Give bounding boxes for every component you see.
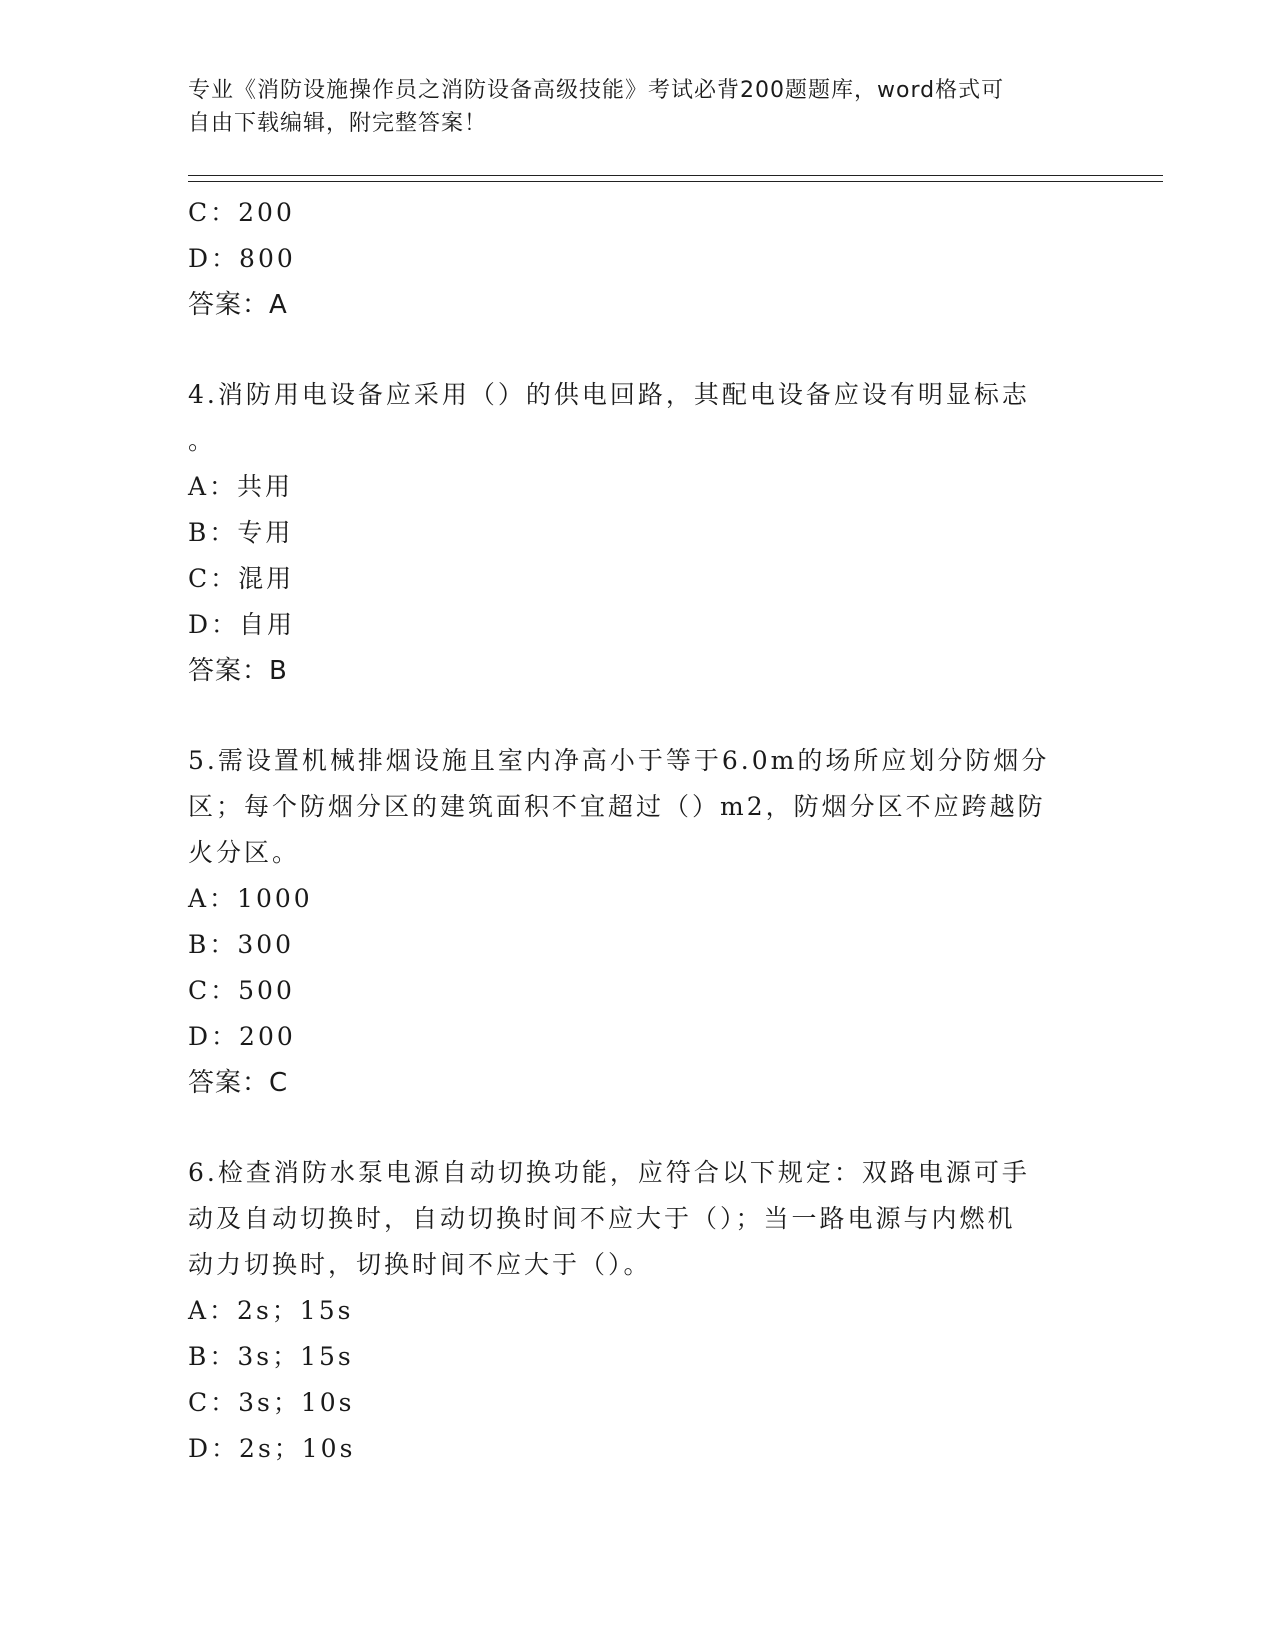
header-rule-top bbox=[188, 175, 1163, 176]
option-a: A：1000 bbox=[188, 884, 313, 913]
question-text-line: 6.检查消防水泵电源自动切换功能，应符合以下规定：双路电源可手 bbox=[188, 1158, 1030, 1187]
header-line-1: 专业《消防设施操作员之消防设备高级技能》考试必背200题题库，word格式可 bbox=[188, 78, 1005, 103]
question-text bbox=[188, 1150, 1078, 1288]
option-a: A：2s；15s bbox=[188, 1296, 354, 1325]
header-line-2: 自由下载编辑，附完整答案！ bbox=[188, 111, 488, 136]
option-b: B：3s；15s bbox=[188, 1342, 354, 1371]
question-list bbox=[188, 190, 1088, 1472]
answer-line: 答案：A bbox=[188, 290, 288, 320]
question-text-line: 动力切换时，切换时间不应大于（）。 bbox=[188, 1250, 652, 1279]
question-text-line: 区；每个防烟分区的建筑面积不宜超过（）m2，防烟分区不应跨越防 bbox=[188, 792, 1046, 821]
question-text-line: 4.消防用电设备应采用（）的供电回路，其配电设备应设有明显标志 bbox=[188, 380, 1030, 409]
question-text-line: 动及自动切换时，自动切换时间不应大于（）；当一路电源与内燃机 bbox=[188, 1204, 1016, 1233]
answer-line: 答案：C bbox=[188, 1068, 289, 1098]
option-c: C：500 bbox=[188, 976, 295, 1005]
option-d: D：自用 bbox=[188, 610, 296, 639]
document-header bbox=[188, 74, 1068, 140]
option-a: A：共用 bbox=[188, 472, 294, 501]
spacer bbox=[188, 694, 1088, 738]
option-c: C：200 bbox=[188, 198, 295, 227]
question-text-line: 。 bbox=[188, 426, 217, 455]
question-3-tail bbox=[188, 190, 1088, 328]
question-5 bbox=[188, 738, 1088, 1106]
question-text bbox=[188, 372, 1078, 464]
header-rule-bottom bbox=[188, 181, 1163, 182]
question-4 bbox=[188, 372, 1088, 694]
option-c: C：混用 bbox=[188, 564, 295, 593]
question-text-line: 5.需设置机械排烟设施且室内净高小于等于6.0m的场所应划分防烟分 bbox=[188, 746, 1050, 775]
answer-line: 答案：B bbox=[188, 656, 288, 686]
question-6 bbox=[188, 1150, 1088, 1472]
spacer bbox=[188, 328, 1088, 372]
option-d: D：800 bbox=[188, 244, 296, 273]
option-c: C：3s；10s bbox=[188, 1388, 355, 1417]
question-text-line: 火分区。 bbox=[188, 838, 301, 867]
option-b: B：300 bbox=[188, 930, 295, 959]
option-d: D：2s；10s bbox=[188, 1434, 356, 1463]
option-d: D：200 bbox=[188, 1022, 296, 1051]
spacer bbox=[188, 1106, 1088, 1150]
option-b: B：专用 bbox=[188, 518, 294, 547]
question-text bbox=[188, 738, 1078, 876]
